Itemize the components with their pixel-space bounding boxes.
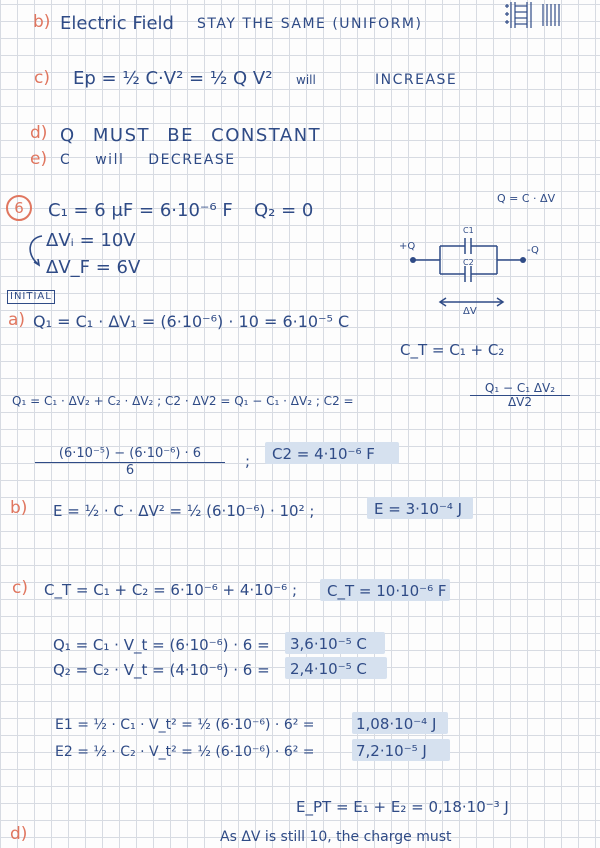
arrow-icon — [24, 232, 46, 270]
part-6c-label: c) — [12, 578, 28, 598]
capacitor-circuit-diagram — [395, 222, 555, 317]
c2-result: C2 = 4·10⁻⁶ F — [272, 445, 375, 463]
will-text: will — [296, 73, 316, 87]
q2-final-calc: Q₂ = C₂ · V_t = (4·10⁻⁶) · 6 = — [53, 661, 270, 679]
q-equals-c-dv: Q = C · ΔV — [497, 192, 556, 205]
c2-calc-numerator: (6·10⁻⁵) − (6·10⁻⁶) · 6 — [35, 446, 225, 463]
energy-calculation: E = ½ · C · ΔV² = ½ (6·10⁻⁶) · 10² ; — [53, 502, 315, 520]
problem-number: 6 — [6, 195, 32, 221]
separator: ; — [245, 452, 251, 470]
part-b-label: b) — [33, 12, 51, 32]
grid-icon — [503, 0, 565, 30]
e1-result: 1,08·10⁻⁴ J — [356, 715, 437, 733]
dv-final: ΔV_F = 6V — [46, 257, 141, 278]
c1-label: C1 — [463, 226, 474, 235]
electric-field-text: Electric Field — [60, 13, 174, 34]
ct-formula: C_T = C₁ + C₂ — [400, 341, 505, 359]
c2-fraction-denominator: ΔV2 — [507, 395, 533, 409]
c2-calc-denominator: 6 — [125, 463, 135, 478]
initial-tag: INITIAL — [7, 290, 55, 304]
dv-initial: ΔVᵢ = 10V — [46, 230, 136, 251]
plus-q-label: +Q — [399, 241, 416, 252]
q1-final-calc: Q₁ = C₁ · V_t = (6·10⁻⁶) · 6 = — [53, 636, 270, 654]
ct-result: C_T = 10·10⁻⁶ F — [327, 582, 447, 600]
e1-calc: E1 = ½ · C₁ · V_t² = ½ (6·10⁻⁶) · 6² = — [55, 717, 315, 733]
c-decrease-text: C will DECREASE — [60, 152, 236, 168]
e2-calc: E2 = ½ · C₂ · V_t² = ½ (6·10⁻⁶) · 6² = — [55, 744, 315, 760]
q1-calculation: Q₁ = C₁ · ΔV₁ = (6·10⁻⁶) · 10 = 6·10⁻⁵ C — [33, 312, 350, 331]
e2-result: 7,2·10⁻⁵ J — [356, 742, 427, 760]
part-6d-label: d) — [10, 824, 28, 844]
q2-given: Q₂ = 0 — [254, 200, 314, 221]
d-explanation: As ΔV is still 10, the charge must — [220, 829, 452, 845]
increase-text: INCREASE — [375, 72, 458, 88]
c2-fraction-numerator: Q₁ − C₁ ΔV₂ — [470, 382, 570, 396]
part-d-label: d) — [30, 123, 48, 143]
part-e-label: e) — [30, 149, 48, 169]
q1-final-result: 3,6·10⁻⁵ C — [290, 635, 367, 653]
charge-equation: Q₁ = C₁ · ΔV₂ + C₂ · ΔV₂ ; C2 · ΔV2 = Q₁ − C₁ · ΔV₂ ; C2 = — [12, 394, 354, 408]
ept-total: E_PT = E₁ + E₂ = 0,18·10⁻³ J — [296, 798, 509, 816]
minus-q-label: -Q — [527, 245, 539, 256]
part-6a-label: a) — [8, 310, 26, 330]
c2-calc-fraction — [35, 446, 225, 479]
stay-same-text: STAY THE SAME (UNIFORM) — [197, 16, 423, 32]
c2-fraction — [470, 382, 570, 409]
c1-given: C₁ = 6 μF = 6·10⁻⁶ F — [48, 200, 233, 221]
ep-formula: Ep = ½ C·V² = ½ Q V² — [73, 68, 273, 89]
c2-label: C2 — [463, 258, 474, 267]
energy-result: E = 3·10⁻⁴ J — [374, 500, 463, 518]
q-constant-text: Q MUST BE CONSTANT — [60, 125, 322, 146]
ct-calculation: C_T = C₁ + C₂ = 6·10⁻⁶ + 4·10⁻⁶ ; — [44, 581, 298, 599]
part-6b-label: b) — [10, 498, 28, 518]
part-c-label: c) — [34, 68, 50, 88]
dv-label: ΔV — [463, 306, 477, 317]
q2-final-result: 2,4·10⁻⁵ C — [290, 660, 367, 678]
